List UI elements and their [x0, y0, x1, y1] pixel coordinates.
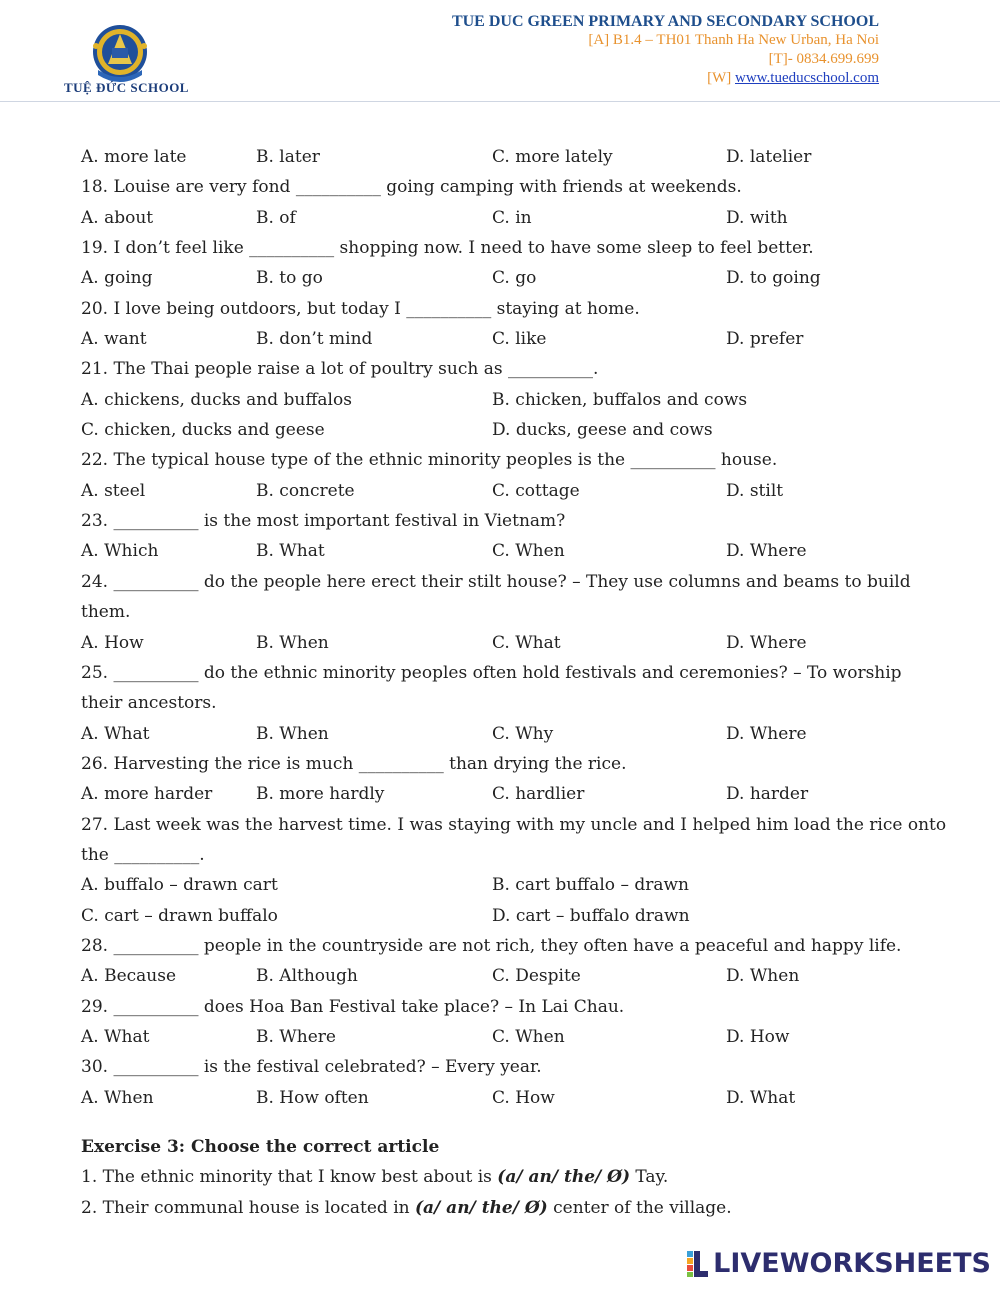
school-name: TUE DUC GREEN PRIMARY AND SECONDARY SCHOOL — [451, 13, 879, 30]
option-c: C. chicken, ducks and geese — [81, 420, 325, 441]
worksheet-content — [81, 142, 951, 1223]
option-c: C. cottage — [492, 480, 580, 501]
options-row — [81, 415, 951, 445]
option-d: D. with — [726, 207, 788, 228]
option-c: C. When — [492, 1026, 565, 1047]
option-c: C. more lately — [492, 147, 613, 167]
options-row — [81, 203, 951, 233]
question-19: 19. I don’t feel like __________ shopping now. I need to have some sleep to feel better. — [81, 238, 814, 259]
option-a: A. What — [81, 1026, 150, 1047]
option-a: A. How — [81, 632, 144, 653]
options-row — [81, 142, 951, 172]
article-choice[interactable]: (a/ an/ the/ Ø) — [415, 1197, 548, 1218]
question-22: 22. The typical house type of the ethnic minority peoples is the __________ house. — [81, 450, 778, 471]
phone-text: - 0834.699.699 — [787, 51, 879, 67]
options-row — [81, 870, 951, 900]
option-b: B. How often — [256, 1087, 369, 1108]
options-row — [81, 901, 951, 931]
school-address — [452, 31, 879, 50]
website-link[interactable]: www.tueducschool.com — [735, 70, 879, 86]
option-b: B. of — [256, 207, 296, 228]
address-text: B1.4 – TH01 Thanh Ha New Urban, Ha Noi — [609, 32, 879, 48]
options-row — [81, 1083, 951, 1113]
options-row — [81, 476, 951, 506]
item-text: 1. The ethnic minority that I know best about is — [81, 1167, 498, 1188]
option-b: B. What — [256, 541, 325, 562]
option-b: B. Although — [256, 966, 358, 987]
question-18: 18. Louise are very fond __________ going camping with friends at weekends. — [81, 177, 742, 198]
option-d: D. Where — [726, 723, 807, 744]
option-a: A. about — [81, 207, 154, 228]
option-c: C. in — [492, 207, 532, 228]
option-b: B. don’t mind — [256, 329, 373, 350]
options-row — [81, 385, 951, 415]
option-b: B. When — [256, 723, 329, 744]
question-26: 26. Harvesting the rice is much __________ than drying the rice. — [81, 753, 627, 774]
exercise-3-heading: Exercise 3: Choose the correct article — [81, 1137, 440, 1157]
option-c: C. hardlier — [492, 784, 585, 805]
question-29: 29. __________ does Hoa Ban Festival take place? – In Lai Chau. — [81, 996, 625, 1017]
option-d: D. cart – buffalo drawn — [492, 905, 690, 926]
question-25-line1: 25. __________ do the ethnic minority peoples often hold festivals and ceremonies? – To worship — [81, 662, 902, 683]
question-23: 23. __________ is the most important festival in Vietnam? — [81, 511, 566, 532]
question-27-line2: the __________. — [81, 844, 205, 865]
question-30: 30. __________ is the festival celebrated? – Every year. — [81, 1057, 542, 1078]
school-phone — [452, 50, 879, 69]
item-text: Tay. — [630, 1167, 669, 1188]
option-d: D. latelier — [726, 147, 812, 167]
option-d: D. When — [726, 966, 800, 987]
option-b: B. concrete — [256, 480, 355, 501]
option-a: A. more late — [81, 147, 187, 167]
liveworksheets-icon — [687, 1251, 713, 1277]
option-b: B. chicken, buffalos and cows — [492, 389, 748, 410]
option-a: A. want — [81, 329, 147, 350]
option-d: D. to going — [726, 268, 821, 289]
options-row — [81, 961, 951, 991]
option-d: D. What — [726, 1087, 796, 1108]
option-c: C. How — [492, 1087, 555, 1108]
option-c: C. What — [492, 632, 561, 653]
option-a: A. What — [81, 723, 150, 744]
option-a: A. Which — [81, 541, 159, 562]
article-choice[interactable]: (a/ an/ the/ Ø) — [497, 1167, 630, 1188]
options-row — [81, 1022, 951, 1052]
question-21: 21. The Thai people raise a lot of poultry such as __________. — [81, 359, 599, 380]
option-d: D. prefer — [726, 329, 804, 350]
options-row — [81, 324, 951, 354]
options-row — [81, 536, 951, 566]
option-a: A. steel — [81, 480, 146, 501]
option-d: D. Where — [726, 541, 807, 562]
option-c: C. cart – drawn buffalo — [81, 905, 278, 926]
option-a: A. going — [81, 268, 153, 289]
option-c: C. like — [492, 329, 547, 350]
option-a: A. Because — [81, 966, 177, 987]
question-28: 28. __________ people in the countryside are not rich, they often have a peaceful and happy life. — [81, 935, 902, 956]
liveworksheets-brand: LIVEWORKSHEETS — [713, 1248, 991, 1279]
phone-label: [T] — [768, 51, 788, 67]
option-a: A. chickens, ducks and buffalos — [81, 389, 352, 410]
question-24-line2: them. — [81, 602, 131, 623]
option-b: B. more hardly — [256, 784, 385, 805]
question-24-line1: 24. __________ do the people here erect their stilt house? – They use columns and beams to build — [81, 571, 911, 592]
option-d: D. harder — [726, 784, 809, 805]
exercise-3-item-1 — [81, 1162, 951, 1192]
logo-text: TUỆ ĐỨC SCHOOL — [64, 80, 189, 95]
options-row — [81, 719, 951, 749]
web-label: [W] — [707, 70, 732, 86]
option-c: C. go — [492, 268, 537, 289]
liveworksheets-logo — [687, 1248, 991, 1279]
option-d: D. stilt — [726, 480, 784, 501]
question-20: 20. I love being outdoors, but today I __________ staying at home. — [81, 298, 640, 319]
option-b: B. to go — [256, 268, 323, 289]
question-25-line2: their ancestors. — [81, 693, 217, 714]
option-b: B. When — [256, 632, 329, 653]
school-info — [452, 12, 879, 88]
options-row — [81, 779, 951, 809]
option-a: A. When — [81, 1087, 154, 1108]
exercise-3-item-2 — [81, 1193, 951, 1223]
item-text: 2. Their communal house is located in — [81, 1197, 415, 1218]
options-row — [81, 628, 951, 658]
option-c: C. When — [492, 541, 565, 562]
address-label: [A] — [588, 32, 610, 48]
header-divider — [0, 101, 1000, 102]
option-c: C. Despite — [492, 966, 581, 987]
item-text: center of the village. — [547, 1197, 732, 1218]
option-d: D. ducks, geese and cows — [492, 420, 713, 441]
option-d: D. How — [726, 1026, 790, 1047]
option-b: B. cart buffalo – drawn — [492, 875, 689, 896]
option-a: A. more harder — [81, 784, 213, 805]
question-27-line1: 27. Last week was the harvest time. I was staying with my uncle and I helped him load the rice onto — [81, 814, 947, 835]
school-web — [452, 69, 879, 88]
option-a: A. buffalo – drawn cart — [81, 875, 278, 896]
option-d: D. Where — [726, 632, 807, 653]
option-b: B. Where — [256, 1026, 336, 1047]
option-c: C. Why — [492, 723, 554, 744]
options-row — [81, 263, 951, 293]
option-b: B. later — [256, 147, 320, 167]
